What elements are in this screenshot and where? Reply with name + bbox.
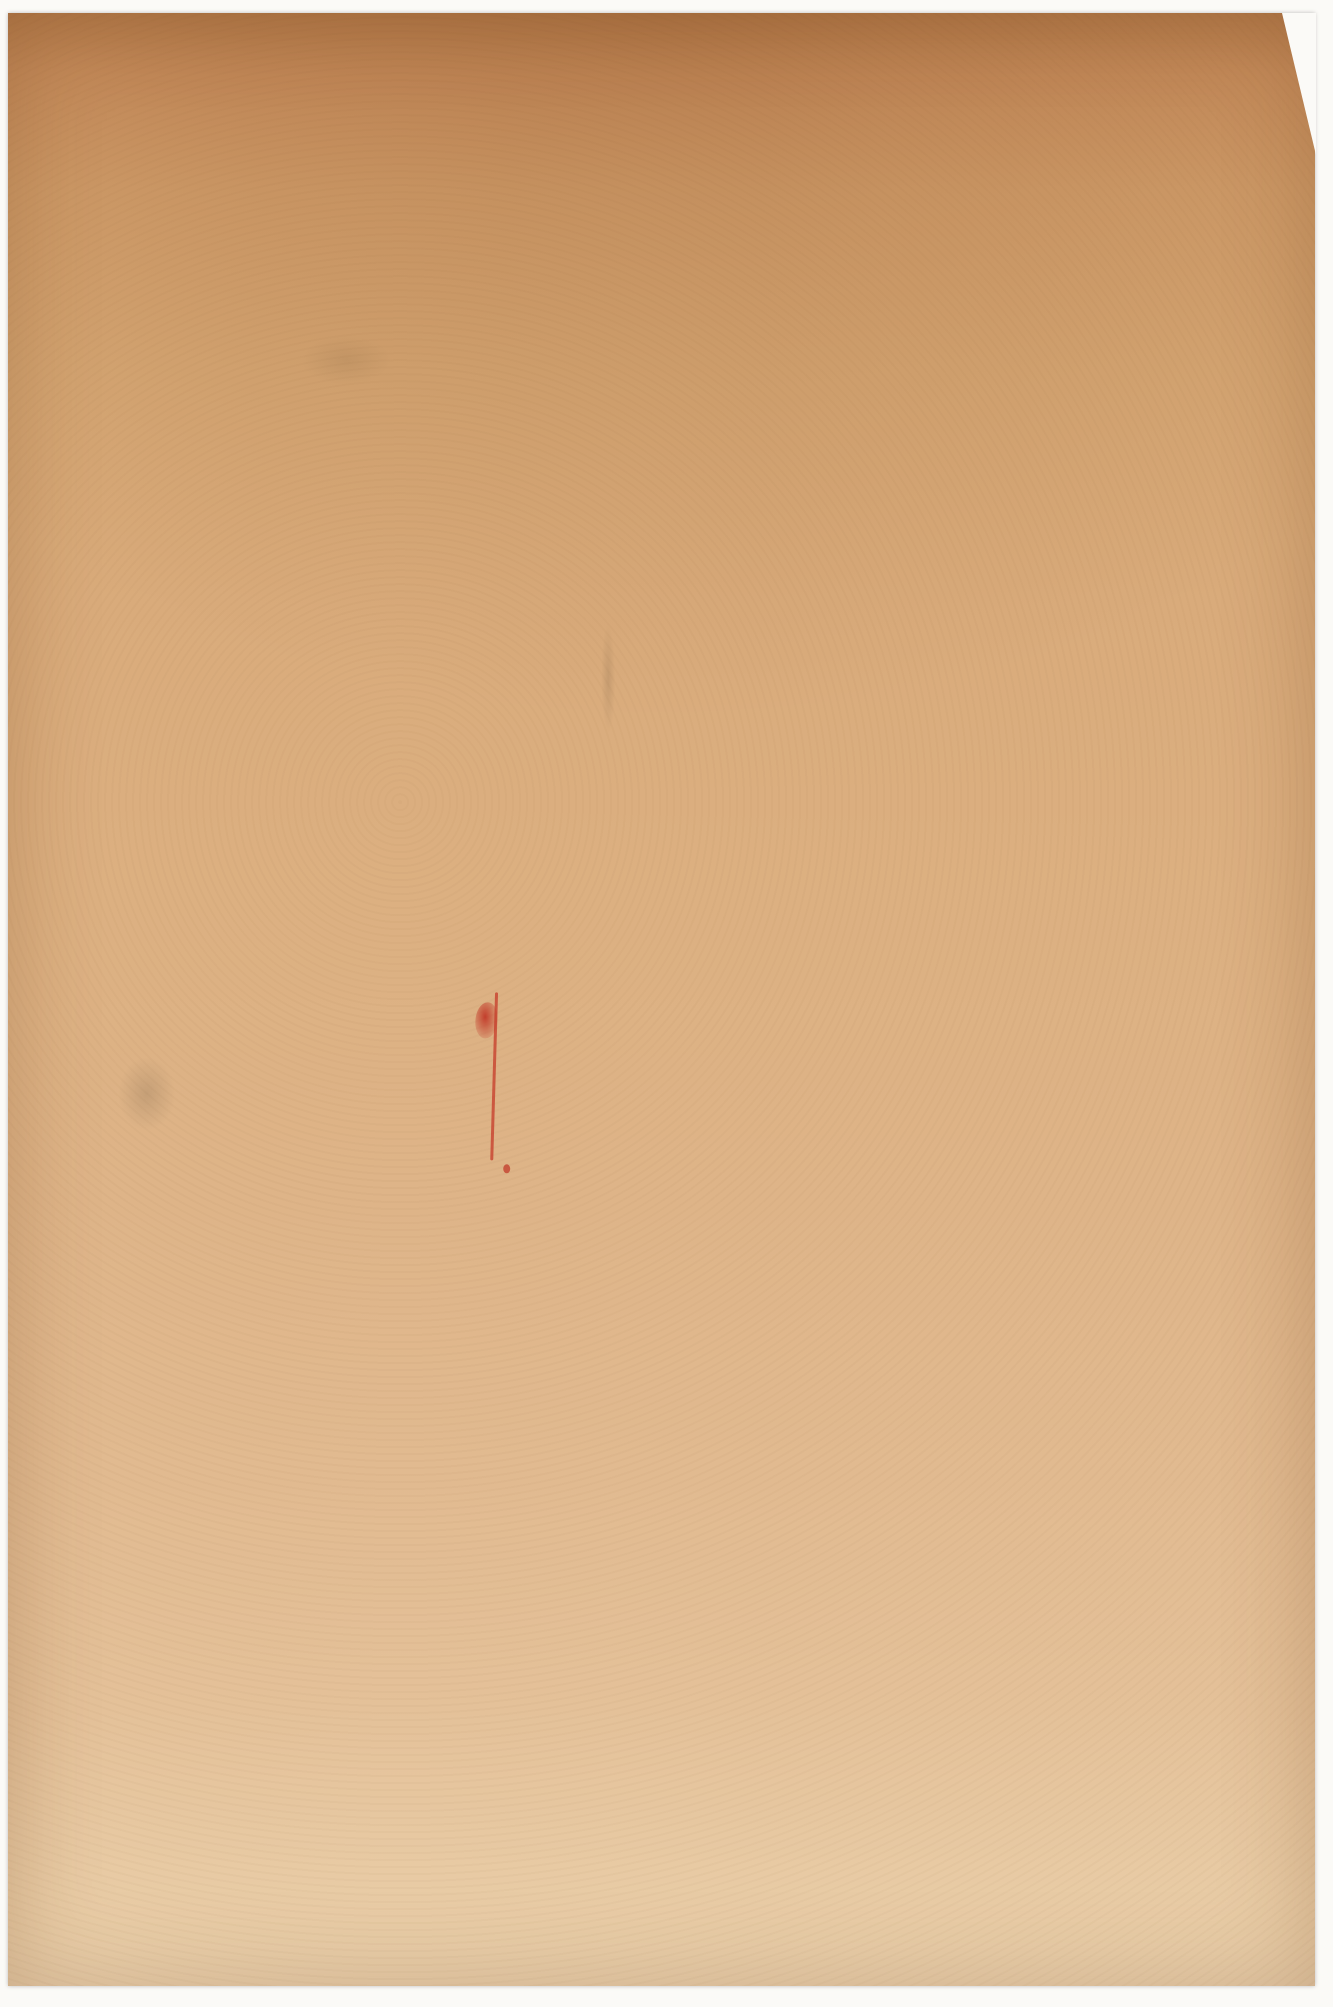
- top-text-block: [80, 150, 1211, 1002]
- red-ink-dot: [503, 1164, 510, 1173]
- bottom-text-block: [85, 1038, 1217, 1975]
